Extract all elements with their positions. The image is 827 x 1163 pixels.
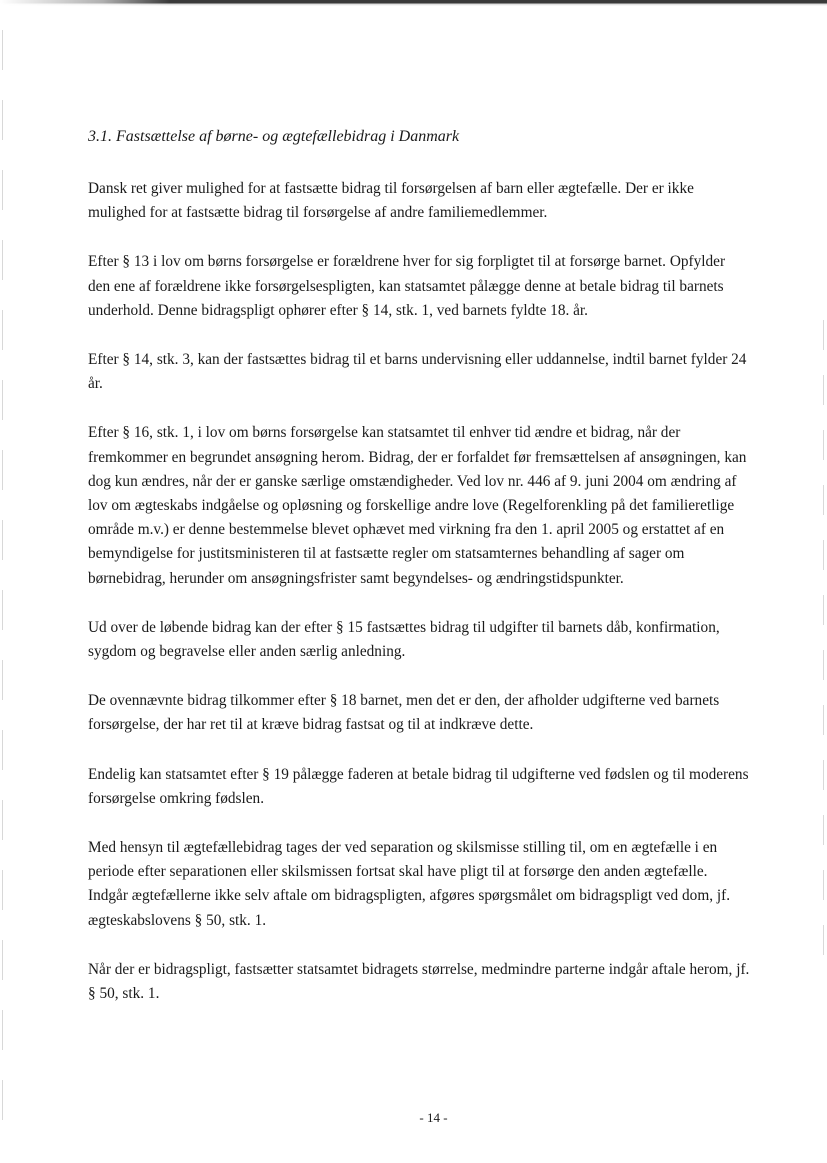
paragraph: Endelig kan statsamtet efter § 19 pålægge faderen at betale bidrag til udgifterne ved fødslen og til moderens forsørgelse omkring fødslen.: [88, 765, 749, 807]
scan-edge-top-fade: [0, 0, 170, 6]
paragraph: De ovennævnte bidrag tilkommer efter § 18 barnet, men det er den, der afholder udgifterne ved barnets forsørgelse, der har ret til at kræve bidrag fastsat og til at indkræve dette.: [88, 692, 720, 734]
section-title: 3.1. Fastsættelse af børne- og ægtefællebidrag i Danmark: [88, 128, 460, 145]
paragraph: Dansk ret giver mulighed for at fastsætte bidrag til forsørgelsen af barn eller ægtefælle. Der er ikke mulighed for at fastsætte bidrag til forsørgelse af andre familiemedlemmer.: [88, 180, 694, 222]
page-number: - 14 -: [419, 1110, 448, 1125]
paragraph: Efter § 14, stk. 3, kan der fastsættes bidrag til et barns undervisning eller uddannelse, indtil barnet fylder 24 år.: [88, 351, 747, 393]
scan-edge-right: [823, 320, 824, 980]
paragraph: Ud over de løbende bidrag kan der efter § 15 fastsættes bidrag til udgifter til barnets dåb, konfirmation, sygdom og begravelse eller anden særlig anledning.: [88, 618, 720, 661]
paragraph: Efter § 13 i lov om børns forsørgelse er forældrene hver for sig forpligtet til at forsørge barnet. Opfylder den ene af forældrene ikke forsørgelsespligten, kan statsamtet pålægge denne at betale bidrag til barnets underhold. Denne bidragspligt ophører efter § 14, stk. 1, ved barnets fyldte 18. år.: [88, 253, 726, 319]
document-body: [88, 126, 750, 1031]
paragraph: Med hensyn til ægtefællebidrag tages der ved separation og skilsmisse stilling til, om en ægtefælle i en periode efter separationen eller skilsmissen fortsat skal have pligt til at forsørge den anden ægtefælle. Indgår ægtefællerne ikke selv aftale om bidragspligten, afgøres spørgsmålet om bidragspligt ved dom, jf. ægteskabslovens § 50, stk. 1.: [88, 839, 731, 929]
paragraph: Efter § 16, stk. 1, i lov om børns forsørgelse kan statsamtet til enhver tid ændre et bidrag, når der fremkommer en begrundet ansøgning herom. Bidrag, der er forfaldet før fremsættelsen af ansøgningen, kan dog kun ændres, når der er ganske særlige omstændigheder. Ved lov nr. 446 af 9. juni 2004 om ændring af lov om ægteskabs indgåelse og opløsning og forskellige andre love (Regelforenkling på det familieretlige område m.v.) er denne bestemmelse blevet ophævet med virkning fra den 1. april 2005 og erstattet af en bemyndigelse for justitsministeren til at fastsætte regler om statsamternes behandling af sager om børnebidrag, herunder om ansøgningsfrister samt begyndelses- og ændringstidspunkter.: [88, 424, 747, 587]
paragraph: Når der er bidragspligt, fastsætter statsamtet bidragets størrelse, medmindre parterne indgår aftale herom, jf. § 50, stk. 1.: [88, 960, 750, 1003]
scan-edge-left: [2, 30, 3, 1150]
